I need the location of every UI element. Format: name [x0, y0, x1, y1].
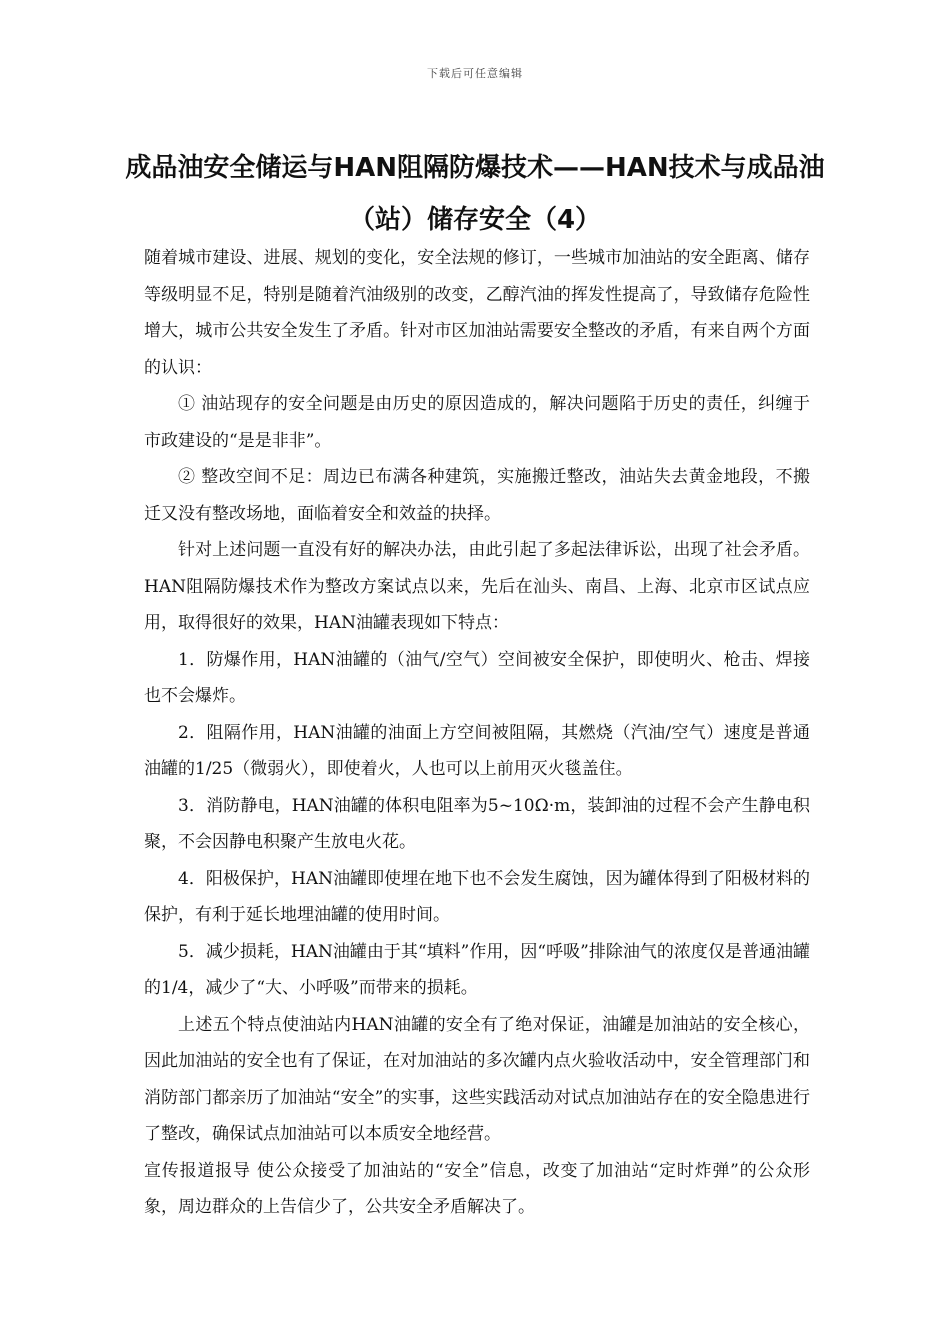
list-item-barrier: 2．阻隔作用，HAN油罐的油面上方空间被阻隔，其燃烧（汽油/空气）速度是普通油罐的1/25（微弱火），即使着火，人也可以上前用灭火毯盖住。: [144, 722, 810, 779]
paragraph-summary: 上述五个特点使油站内HAN油罐的安全有了绝对保证，油罐是加油站的安全核心，因此加油站的安全也有了保证，在对加油站的多次罐内点火验收活动中，安全管理部门和消防部门都亲历了加油站“安全”的实事，这些实践活动对试点加油站存在的安全隐患进行了整改，确保试点加油站可以本质安全地经营。: [144, 1014, 810, 1144]
paragraph-point-1: ① 油站现存的安全问题是由历史的原因造成的，解决问题陷于历史的责任，纠缠于市政建设的“是是非非”。: [144, 394, 810, 451]
paragraph-intro: 随着城市建设、进展、规划的变化，安全法规的修订，一些城市加油站的安全距离、储存等级明显不足，特别是随着汽油级别的改变，乙醇汽油的挥发性提高了，导致储存危险性增大，城市公共安全发生了矛盾。针对市区加油站需要安全整改的矛盾，有来自两个方面的认识：: [144, 248, 810, 378]
document-body: [144, 240, 810, 1226]
paragraph-han-intro: 针对上述问题一直没有好的解决办法，由此引起了多起法律诉讼，出现了社会矛盾。HAN阻隔防爆技术作为整改方案试点以来，先后在汕头、南昌、上海、北京市区试点应用，取得很好的效果，HAN油罐表现如下特点：: [144, 540, 810, 633]
list-item-loss-reduction: 5．减少损耗，HAN油罐由于其“填料”作用，因“呼吸”排除油气的浓度仅是普通油罐的1/4，减少了“大、小呼吸”而带来的损耗。: [144, 941, 810, 998]
header-note: 下载后可任意编辑: [427, 67, 523, 80]
paragraph-point-2: ② 整改空间不足：周边已布满各种建筑，实施搬迁整改，油站失去黄金地段，不搬迁又没有整改场地，面临着安全和效益的抉择。: [144, 467, 810, 524]
list-item-anode-protection: 4．阳极保护，HAN油罐即使埋在地下也不会发生腐蚀，因为罐体得到了阳极材料的保护，有利于延长地埋油罐的使用时间。: [144, 868, 810, 925]
document-title: 成品油安全储运与HAN阻隔防爆技术——HAN技术与成品油（站）储存安全（4）: [125, 153, 825, 235]
list-item-explosion-proof: 1．防爆作用，HAN油罐的（油气/空气）空间被安全保护，即使明火、枪击、焊接也不会爆炸。: [144, 649, 810, 706]
list-item-antistatic: 3．消防静电，HAN油罐的体积电阻率为5~10Ω·m，装卸油的过程不会产生静电积聚，不会因静电积聚产生放电火花。: [144, 795, 810, 852]
paragraph-publicity: 宣传报道报导 使公众接受了加油站的“安全”信息，改变了加油站“定时炸弹”的公众形象，周边群众的上告信少了，公共安全矛盾解决了。: [144, 1160, 810, 1217]
